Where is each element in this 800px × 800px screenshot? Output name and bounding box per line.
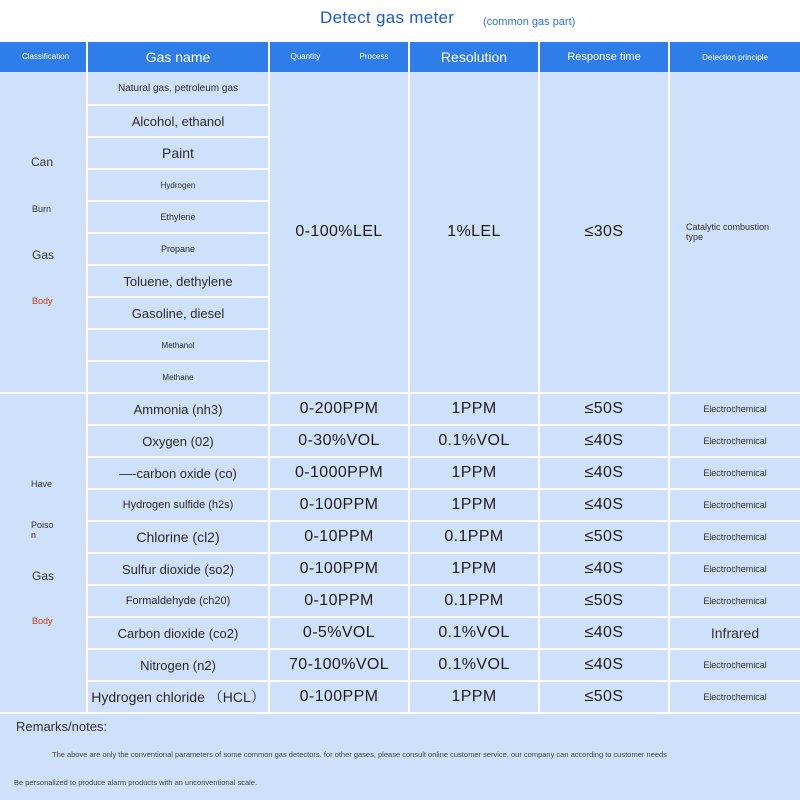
resolution-cell: 1PPM bbox=[410, 554, 538, 584]
gas-name-cell: Ammonia (nh3) bbox=[88, 394, 268, 424]
principle-cell: Electrochemical bbox=[670, 490, 800, 520]
resolution-cell: 1PPM bbox=[410, 394, 538, 424]
grid-line bbox=[668, 42, 670, 714]
header-classification: Classification bbox=[0, 42, 86, 72]
combustible-class-word: Gas bbox=[32, 248, 55, 262]
gas-name-cell: Methane bbox=[88, 362, 268, 392]
grid-line bbox=[88, 360, 268, 362]
combustible-range: 0-100%LEL bbox=[270, 72, 408, 392]
range-cell: 0-100PPM bbox=[270, 554, 408, 584]
combustible-class-word: Burn bbox=[32, 204, 52, 214]
header-quantity-process bbox=[270, 42, 408, 72]
response-cell: ≤50S bbox=[540, 586, 668, 616]
range-cell: 0-5%VOL bbox=[270, 618, 408, 648]
resolution-cell: 0.1PPM bbox=[410, 522, 538, 552]
principle-cell: Electrochemical bbox=[670, 426, 800, 456]
toxic-class-word: Have bbox=[31, 479, 53, 489]
toxic-class-word: Gas bbox=[32, 569, 55, 583]
resolution-cell: 1PPM bbox=[410, 682, 538, 712]
grid-line bbox=[408, 42, 410, 714]
grid-line bbox=[88, 168, 268, 170]
gas-name-cell: Carbon dioxide (co2) bbox=[88, 618, 268, 648]
response-cell: ≤40S bbox=[540, 426, 668, 456]
gas-name-cell: Methanol bbox=[88, 330, 268, 360]
grid-line bbox=[88, 584, 800, 586]
resolution-cell: 0.1%VOL bbox=[410, 426, 538, 456]
grid-line bbox=[88, 296, 268, 298]
resolution-cell: 0.1%VOL bbox=[410, 650, 538, 680]
grid-line bbox=[88, 232, 268, 234]
principle-cell: Electrochemical bbox=[670, 458, 800, 488]
spec-table bbox=[0, 42, 800, 800]
gas-name-cell: Hydrogen sulfide (h2s) bbox=[88, 490, 268, 520]
header-process: Process bbox=[359, 52, 389, 61]
remarks-label: Remarks/notes: bbox=[16, 719, 108, 734]
range-cell: 0-100PPM bbox=[270, 490, 408, 520]
response-cell: ≤40S bbox=[540, 554, 668, 584]
grid-line bbox=[88, 488, 800, 490]
grid-line bbox=[268, 42, 270, 714]
header-detection-principle: Detection principle bbox=[670, 42, 800, 72]
grid-line bbox=[88, 104, 268, 106]
principle-cell: Electrochemical bbox=[670, 682, 800, 712]
principle-cell: Electrochemical bbox=[670, 522, 800, 552]
grid-line bbox=[88, 200, 268, 202]
principle-cell: Electrochemical bbox=[670, 554, 800, 584]
gas-name-cell: Hydrogen bbox=[88, 170, 268, 200]
combustible-principle: Catalytic combustion type bbox=[670, 72, 800, 392]
principle-cell: Infrared bbox=[670, 618, 800, 648]
grid-line bbox=[88, 264, 268, 266]
header-quantity: Quantity bbox=[290, 52, 321, 61]
gas-name-cell: Sulfur dioxide (so2) bbox=[88, 554, 268, 584]
section-divider bbox=[0, 392, 800, 394]
response-cell: ≤50S bbox=[540, 522, 668, 552]
grid-line bbox=[88, 680, 800, 682]
page-title: Detect gas meter bbox=[320, 8, 455, 27]
combustible-resolution: 1%LEL bbox=[410, 72, 538, 392]
resolution-cell: 1PPM bbox=[410, 490, 538, 520]
gas-name-cell: Natural gas, petroleum gas bbox=[88, 72, 268, 104]
gas-name-cell: Hydrogen chloride （HCL） bbox=[88, 682, 268, 712]
grid-line bbox=[88, 136, 268, 138]
gas-name-cell: Ethylene bbox=[88, 202, 268, 232]
resolution-cell: 0.1PPM bbox=[410, 586, 538, 616]
gas-name-cell: Paint bbox=[88, 138, 268, 168]
gas-name-cell: Nitrogen (n2) bbox=[88, 650, 268, 680]
range-cell: 0-1000PPM bbox=[270, 458, 408, 488]
response-cell: ≤40S bbox=[540, 650, 668, 680]
page-subtitle: (common gas part) bbox=[483, 16, 576, 28]
grid-line bbox=[88, 456, 800, 458]
combustible-class-word: Body bbox=[32, 296, 53, 306]
header-response-time: Response time bbox=[540, 42, 668, 72]
grid-line bbox=[538, 42, 540, 714]
principle-cell: Electrochemical bbox=[670, 586, 800, 616]
remarks-note: The above are only the conventional parameters of some common gas detectors. for other gases, please consult online customer service. our company can according to customer needs bbox=[52, 750, 667, 759]
range-cell: 0-100PPM bbox=[270, 682, 408, 712]
combustible-class-word: Can bbox=[31, 155, 54, 169]
grid-line bbox=[88, 552, 800, 554]
gas-name-cell: Propane bbox=[88, 234, 268, 264]
response-cell: ≤50S bbox=[540, 682, 668, 712]
grid-line bbox=[88, 648, 800, 650]
toxic-class-word: Poison bbox=[31, 520, 54, 540]
remarks-note: Be personalized to produce alarm products with an unconventional scale. bbox=[14, 778, 258, 787]
range-cell: 0-10PPM bbox=[270, 522, 408, 552]
combustible-response: ≤30S bbox=[540, 72, 668, 392]
range-cell: 0-200PPM bbox=[270, 394, 408, 424]
range-cell: 0-10PPM bbox=[270, 586, 408, 616]
gas-name-cell: Gasoline, diesel bbox=[88, 298, 268, 328]
principle-cell: Electrochemical bbox=[670, 394, 800, 424]
header-resolution: Resolution bbox=[410, 42, 538, 72]
response-cell: ≤40S bbox=[540, 618, 668, 648]
response-cell: ≤50S bbox=[540, 394, 668, 424]
gas-name-cell: Chlorine (cl2) bbox=[88, 522, 268, 552]
response-cell: ≤40S bbox=[540, 458, 668, 488]
gas-name-cell: —-carbon oxide (co) bbox=[88, 458, 268, 488]
gas-name-cell: Toluene, dethylene bbox=[88, 266, 268, 296]
header-gas-name: Gas name bbox=[88, 42, 268, 72]
toxic-class-word: Body bbox=[32, 616, 53, 626]
gas-name-cell: Oxygen (02) bbox=[88, 426, 268, 456]
principle-cell: Electrochemical bbox=[670, 650, 800, 680]
range-cell: 0-30%VOL bbox=[270, 426, 408, 456]
grid-line bbox=[88, 520, 800, 522]
gas-name-cell: Alcohol, ethanol bbox=[88, 106, 268, 136]
resolution-cell: 0.1%VOL bbox=[410, 618, 538, 648]
title-bar bbox=[0, 0, 800, 42]
section-divider bbox=[0, 712, 800, 714]
range-cell: 70-100%VOL bbox=[270, 650, 408, 680]
response-cell: ≤40S bbox=[540, 490, 668, 520]
grid-line bbox=[88, 424, 800, 426]
gas-name-cell: Formaldehyde (ch20) bbox=[88, 586, 268, 616]
grid-line bbox=[88, 616, 800, 618]
grid-line bbox=[86, 42, 88, 714]
resolution-cell: 1PPM bbox=[410, 458, 538, 488]
grid-line bbox=[88, 328, 268, 330]
